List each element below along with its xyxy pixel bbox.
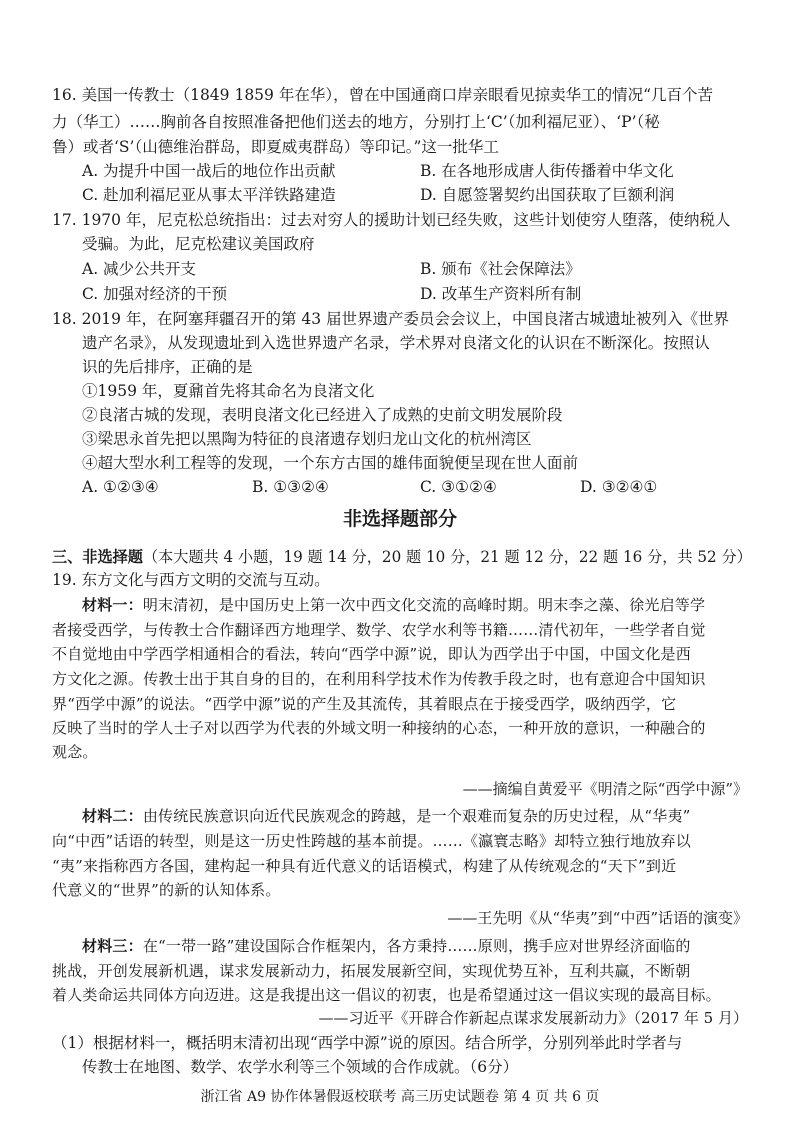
material-3-text-1: 在“一带一路”建设国际合作框架内，各方秉持……原则，携手应对世界经济面临的 [142,937,691,955]
q16-stem-line-3: 鲁）或者‘S’（山德维治群岛，即夏威夷群岛）等印记。”这一批华工 [52,138,499,156]
material-1-line-2: 者接受西学，与传教士合作翻译西方地理学、数学、农学水利等书籍……清代初年，一些学者自觉 [52,621,706,639]
material-3-line-1 [82,935,691,957]
q18-item-3: ③梁思永首先把以黑陶为特征的良渚遗存划归龙山文化的杭州湾区 [82,430,532,448]
q19-stem: 19. 东方文化与西方文明的交流与互动。 [52,571,330,589]
material-2-line-2: 向“中西”话语的转型，则是这一历史性跨越的基本前提。……《瀛寰志略》却特立独行地放弃以 [52,832,691,850]
part3-label: 三、非选择题 [52,547,143,566]
q18-option-b: B. ①③②④ [252,478,329,496]
q16-stem-line-2: 力（华工）……胸前各自按照准备把他们送去的地方，分别打上‘C’（加利福尼亚）、‘P’（秘 [52,113,660,131]
material-2-text-1: 由传统民族意识向近代民族观念的跨越，是一个艰难而复杂的历史过程，从“华夷” [142,807,691,825]
section-title: 非选择题部分 [342,508,457,530]
q17-option-a: A. 减少公共开支 [82,260,197,278]
material-1-line-3: 不自觉地由中学西学相通相合的看法，转向“西学中源”说，即认为西学出于中国，中国文化是西 [52,645,691,663]
q18-item-4: ④超大型水利工程等的发现，一个东方古国的雄伟面貌便呈现在世人面前 [82,454,579,472]
material-1-line-6: 反映了当时的学人士子对以西学为代表的外域文明一种接纳的心态，一种开放的意识，一种融合的 [52,719,706,737]
q18-item-2: ②良渚古城的发现，表明良渚文化已经进入了成熟的史前文明发展阶段 [82,406,563,424]
q19-subquestion-1-line-2: 传教士在地图、数学、农学水利等三个领域的合作成就。（6分） [82,1058,519,1076]
material-2-line-3: “夷”来指称西方各国，建构起一种具有近代意义的话语模式，构建了从传统观念的“天下”到近 [52,857,677,875]
material-2-label: 材料二： [82,807,143,825]
material-3-label: 材料三： [82,937,143,955]
q16-option-a: A. 为提升中国一战后的地位作出贡献 [82,162,336,180]
q18-stem-line-3: 识的先后排序，正确的是 [82,358,253,376]
q18-item-1: ①1959 年，夏鼐首先将其命名为良渚文化 [82,382,375,400]
material-1-line-7: 观念。 [52,743,98,761]
q18-option-d: D. ③②④① [580,478,658,496]
q18-stem-line-1: 18. 2019 年，在阿塞拜疆召开的第 43 届世界遗产委员会会议上，中国良渚古城遗址被列入《世界 [52,310,730,328]
q16-option-d: D. 自愿签署契约出国获取了巨额利润 [420,186,675,204]
q17-option-d: D. 改革生产资料所有制 [420,285,582,303]
q17-option-c: C. 加强对经济的干预 [82,285,228,303]
material-2-source: ——王先明《从“华夷”到“中西”话语的演变》 [447,909,748,927]
material-3-line-2: 挑战，开创发展新机遇，谋求发展新动力，拓展发展新空间，实现优势互补，互利共赢，不断朝 [52,962,691,980]
material-2-line-1 [82,805,691,827]
part3-description: （本大题共 4 小题，19 题 14 分，20 题 10 分，21 题 12 分，22 题 16 分，共 52 分） [142,548,752,566]
q16-option-b: B. 在各地形成唐人街传播着中华文化 [420,162,674,180]
material-1-line-1 [82,594,705,616]
q16-option-c: C. 赴加利福尼亚从事太平洋铁路建造 [82,186,336,204]
material-1-text-1: 明末清初，是中国历史上第一次中西文化交流的高峰时期。明末李之藻、徐光启等学 [142,596,706,614]
material-3-line-3: 着人类命运共同体方向迈进。这是我提出这一倡议的初衷，也是希望通过这一倡议实现的最高目标。 [52,986,721,1004]
material-1-source: ——摘编自黄爱平《明清之际“西学中源”》 [462,780,748,798]
material-1-line-5: 界“西学中源”的说法。“西学中源”说的产生及其流传，其着眼点在于接受西学，吸纳西学，它 [52,695,677,713]
material-1-line-4: 方文化之源。传教士出于其自身的目的，在利用科学技术作为传教手段之时，也有意迎合中国知识 [52,670,706,688]
q16-stem-line-1: 16. 美国一传教士（1849 1859 年在华），曾在中国通商口岸亲眼看见掠卖华工的情况“几百个苦 [52,86,714,104]
material-1-label: 材料一： [82,596,143,614]
material-3-source: ——习近平《开辟合作新起点谋求发展新动力》（2017 年 5 月） [318,1009,748,1027]
page-footer: 浙江省 A9 协作体暑假返校联考 高三历史试题卷 第 4 页 共 6 页 [200,1089,600,1105]
q18-option-c: C. ③①②④ [420,478,497,496]
q17-option-b: B. 颁布《社会保障法》 [420,260,581,278]
q17-stem-line-2: 受骗。为此，尼克松建议美国政府 [82,235,315,253]
q19-subquestion-1-line-1: （1）根据材料一，概括明末清初出现“西学中源”说的原因。结合所学，分别列举此时学者与 [52,1034,683,1052]
material-2-line-4: 代意义的“世界”的新的认知体系。 [52,881,281,899]
q18-option-a: A. ①②③④ [82,478,159,496]
part3-header [52,546,752,568]
q17-stem-line-1: 17. 1970 年，尼克松总统指出：过去对穷人的援助计划已经失败，这些计划使穷人堕落，使纳税人 [52,211,731,229]
q18-stem-line-2: 遗产名录》，从发现遗址到入选世界遗产名录，学术界对良渚文化的认识在不断深化。按照认 [82,334,710,352]
